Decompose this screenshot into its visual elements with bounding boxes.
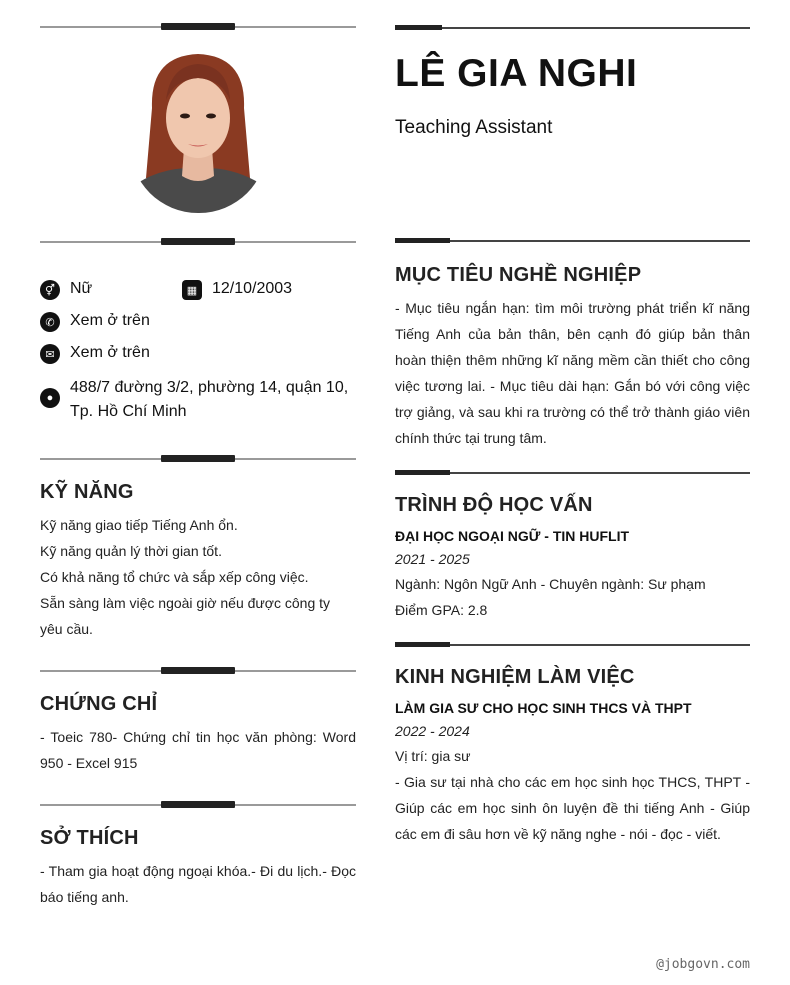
skill-item: Kỹ năng quản lý thời gian tốt. <box>40 543 222 559</box>
education-heading: TRÌNH ĐỘ HỌC VẤN <box>395 494 593 516</box>
divider-top-left <box>40 23 356 31</box>
divider-top-right <box>395 25 750 31</box>
education-school: ĐẠI HỌC NGOẠI NGỮ - TIN HUFLIT <box>395 528 630 544</box>
birthday-value: 12/10/2003 <box>212 280 293 297</box>
experience-description: - Gia sư tại nhà cho các em học sinh học THCS, THPT - Giúp các em học sinh ôn luyện đề thi tiếng Anh - Giúp các em đi sâu hơn về kỹ năng nghe - nói - đọc - viết. <box>395 774 750 842</box>
objective-text: - Mục tiêu ngắn hạn: tìm môi trường phát triển kĩ năng Tiếng Anh của bản thân, bên cạnh đó giúp bản thân hoàn thiện thêm những kĩ năng mềm cần thiết cho công việc tương lai. - Mục tiêu dài hạn: Gắn bó với công việc trợ giảng, và sau khi ra trường có thể trở thành giáo viên chính thức tại trung tâm. <box>395 300 750 446</box>
divider-certificates <box>40 667 356 675</box>
watermark: @jobgovn.com <box>656 957 750 972</box>
education-gpa: Điểm GPA: 2.8 <box>395 602 488 618</box>
avatar <box>130 48 267 213</box>
contact-address <box>40 376 356 424</box>
skill-item: Có khả năng tổ chức và sắp xếp công việc. <box>40 569 309 585</box>
experience-heading: KINH NGHIỆM LÀM VIỆC <box>395 666 635 688</box>
hobbies-heading: SỞ THÍCH <box>40 827 139 849</box>
skills-heading: KỸ NĂNG <box>40 481 134 503</box>
email-value: Xem ở trên <box>70 344 150 361</box>
envelope-icon: ✉ <box>40 344 60 364</box>
skill-item: Kỹ năng giao tiếp Tiếng Anh ổn. <box>40 517 238 533</box>
objective-heading: MỤC TIÊU NGHỀ NGHIỆP <box>395 264 642 286</box>
divider-objective <box>395 238 750 244</box>
certificates-heading: CHỨNG CHỈ <box>40 693 158 715</box>
phone-icon: ✆ <box>40 312 60 332</box>
divider-profile <box>40 238 356 246</box>
certificates-text: - Toeic 780- Chứng chỉ tin học văn phòng: Word 950 - Excel 915 <box>40 729 356 771</box>
contact-gender <box>40 280 92 300</box>
phone-value: Xem ở trên <box>70 312 150 329</box>
skills-list <box>40 512 356 642</box>
experience-role: LÀM GIA SƯ CHO HỌC SINH THCS VÀ THPT <box>395 700 692 716</box>
education-major: Ngành: Ngôn Ngữ Anh - Chuyên ngành: Sư phạm <box>395 576 706 592</box>
divider-experience <box>395 642 750 648</box>
address-value: 488/7 đường 3/2, phường 14, quận 10, Tp. Hồ Chí Minh <box>70 379 349 420</box>
hobbies-text: - Tham gia hoạt động ngoại khóa.- Đi du lịch.- Đọc báo tiếng anh. <box>40 863 356 905</box>
contact-email <box>40 344 150 364</box>
avatar-photo <box>130 48 267 213</box>
gender-value: Nữ <box>70 280 93 297</box>
divider-skills <box>40 455 356 463</box>
location-pin-icon: ● <box>40 388 60 408</box>
gender-icon: ⚥ <box>40 280 60 300</box>
experience-period: 2022 - 2024 <box>395 723 470 739</box>
experience-position: Vị trí: gia sư <box>395 748 471 764</box>
job-title: Teaching Assistant <box>395 117 553 138</box>
skill-item: Sẵn sàng làm việc ngoài giờ nếu được công ty yêu cầu. <box>40 595 331 637</box>
contact-phone <box>40 312 150 332</box>
candidate-name: LÊ GIA NGHI <box>395 52 638 95</box>
education-period: 2021 - 2025 <box>395 551 470 567</box>
divider-education <box>395 470 750 476</box>
divider-hobbies <box>40 801 356 809</box>
calendar-icon: ▦ <box>182 280 202 300</box>
contact-birthday <box>182 280 292 300</box>
